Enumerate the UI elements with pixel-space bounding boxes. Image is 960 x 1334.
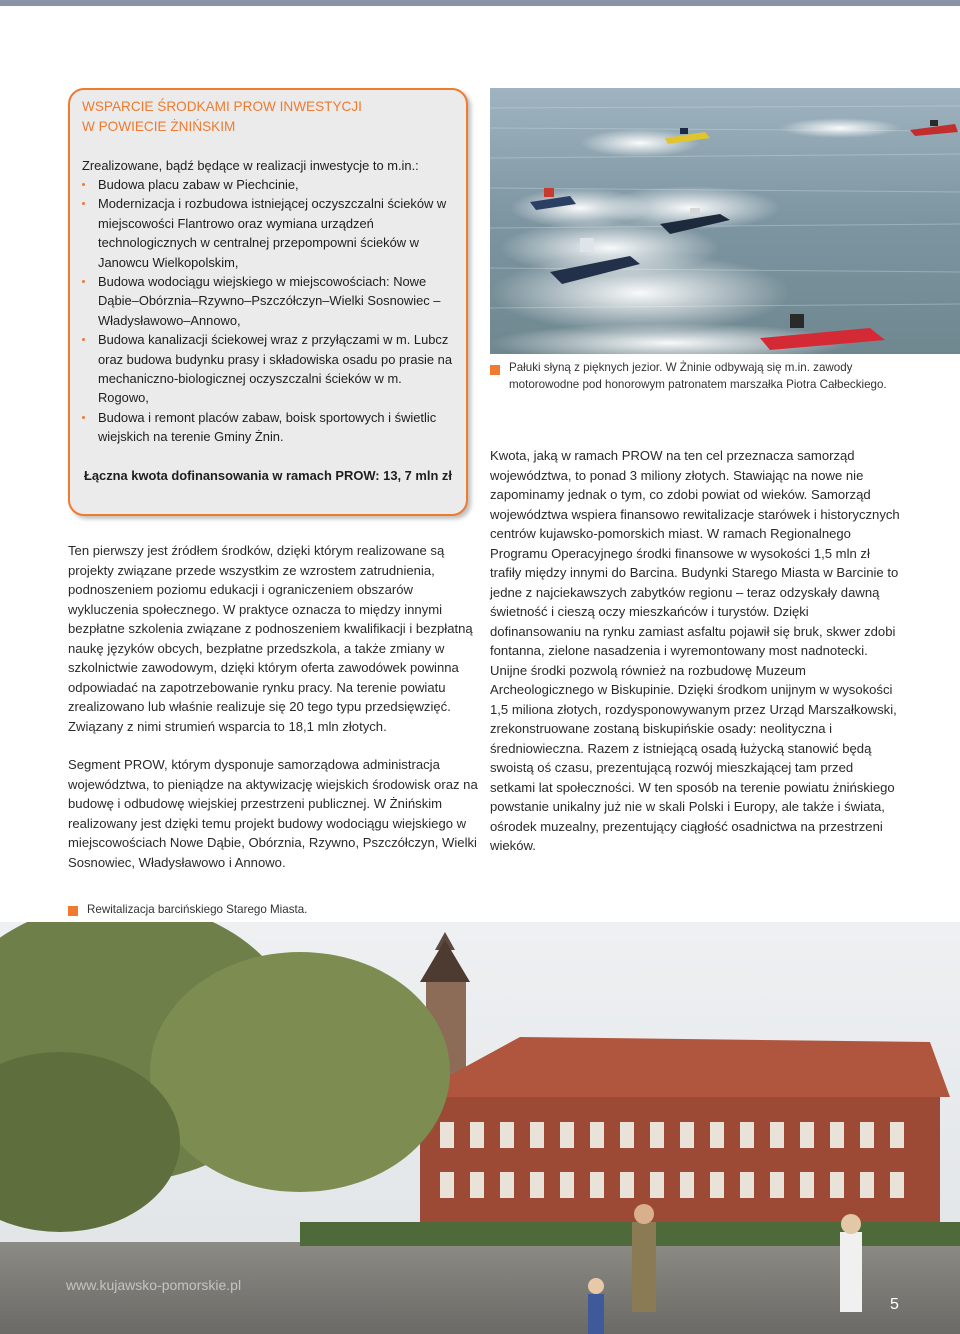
box-title-line-2: W POWIECIE ŻNIŃSKIM: [82, 119, 236, 134]
caption-marker-town: [68, 906, 78, 916]
caption-town: Rewitalizacja barcińskiego Starego Miasta.: [87, 903, 308, 916]
body-paragraph-left-1: Ten pierwszy jest źródłem środków, dzięki którym realizowane są projekty związane przede wszystkim ze wzrostem zatrudnienia, podnoszeniem poziomu edukacji i ograniczeniem obszarów wykluczenia społecznego. W praktyce oznacza to między innymi bezpłatne szkolenia związane z podnoszeniem kwalifikacji i bezpłatną naukę języków obcych, bezpłatne przedszkola, a także zmiany w szkolnictwie zawodowym, dzięki którym oferta zawodówek powinna odpowiadać na zapotrzebowanie rynku pracy. Na terenie powiatu zrealizowano lub właśnie realizuje się 20 tego typu przedsięwzięć. Związany z nimi strumień wsparcia to 18,1 mln złotych.: [68, 543, 473, 734]
caption-boats: Pałuki słyną z pięknych jezior. W Żninie odbywają się m.in. zawody motorowodne pod honorowym patronatem marszałka Piotra Całbeckiego.: [509, 361, 887, 391]
page-number: 5: [890, 1296, 899, 1313]
body-paragraph-right: Kwota, jaką w ramach PROW na ten cel przeznacza samorząd województwa, to ponad 3 miliony złotych. Stawiając na nowe nie zapominamy jednak o tym, co zdobi powiat od wieków. Samorząd województwa wspiera finansowo rewitalizacje starówek i historycznych centrów kujawsko-pomorskich miast. W ramach Regionalnego Programu Operacyjnego środki finansowe w wysokości 1,5 mln zł trafiły między innymi do Barcina. Budynki Starego Miasta w Barcinie to jedne z najciekawszych zabytków regionu – teraz odzyskały dawną świetność i cieszą oczy mieszkańców i turystów. Dzięki dofinansowaniu na rynku zamiast asfaltu pojawił się bruk, skwer zdobi fontanna, zielone nasadzenia i wyremontowany most nadnotecki. Unijne środki pozwolą również na rozbudowę Muzeum Archeologicznego w Biskupinie. Dzięki środkom unijnym w wysokości 1,5 miliona złotych, rozdysponowywanym przez Urząd Marszałkowski, zrekonstruowane zostaną biskupińskie osady: neolityczna i średniowieczna. Razem z istniejącą osadą łużycką stanowić będą swoistą oś czasu, prezentującą rozwój mieszkającej tam przed setkami lat społeczności. W ten sposób na terenie powiatu żnińskiego powstanie unikalny już nie w skali Polski i Europy, ale także i świata, ośrodek muzealny, prezentujący ciągłość osadnictwa na przestrzeni wieków.: [490, 448, 900, 853]
old-town-barcin-photo: [0, 922, 960, 1334]
list-item: Budowa placu zabaw w Piechcinie,: [82, 175, 452, 194]
list-item: Budowa kanalizacji ściekowej wraz z przyłączami w m. Lubcz oraz budowa budynku prasy i składowiska osadu po prasie na mechaniczno-biologicznej oczyszczalni ścieków w m. Rogowo,: [82, 330, 452, 408]
motorboat-race-photo: [490, 88, 960, 354]
body-paragraph-left-2: Segment PROW, którym dysponuje samorządowa administracja województwa, to pieniądze na aktywizację wiejskich środowisk oraz na budowę i odbudowę wiejskiej przestrzeni publicznej. W Żnińskim realizowany jest dzięki temu projekt budowy wodociągu wiejskiego w miejscowościach Nowe Dąbie, Obórznia, Rzywno, Pszczółczyn, Wielki Sosnowiec, Władysławowo i Annowo.: [68, 757, 478, 870]
top-rule: [0, 0, 960, 6]
caption-marker-boats: [490, 365, 500, 375]
box-total-funding: Łączna kwota dofinansowania w ramach PROW: 13, 7 mln zł: [84, 468, 452, 483]
box-investment-list: [82, 175, 452, 447]
box-title-line-1: WSPARCIE ŚRODKAMI PROW INWESTYCJI: [82, 99, 362, 114]
watermark: www.kujawsko-pomorskie.pl: [66, 1277, 242, 1293]
list-item: Budowa i remont placów zabaw, boisk sportowych i świetlic wiejskich na terenie Gminy Żnin.: [82, 408, 452, 447]
list-item: Budowa wodociągu wiejskiego w miejscowościach: Nowe Dąbie–Obórznia–Rzywno–Pszczółczyn–Wielki Sosnowiec –Władysławowo–Annowo,: [82, 272, 452, 330]
box-intro: Zrealizowane, bądź będące w realizacji inwestycje to m.in.:: [82, 158, 419, 173]
list-item: Modernizacja i rozbudowa istniejącej oczyszczalni ścieków w miejscowości Flantrowo oraz wymiana urządzeń technologicznych w centralnej przepompowni ścieków w Janowcu Wielkopolskim,: [82, 194, 452, 272]
box-title: [82, 97, 452, 137]
